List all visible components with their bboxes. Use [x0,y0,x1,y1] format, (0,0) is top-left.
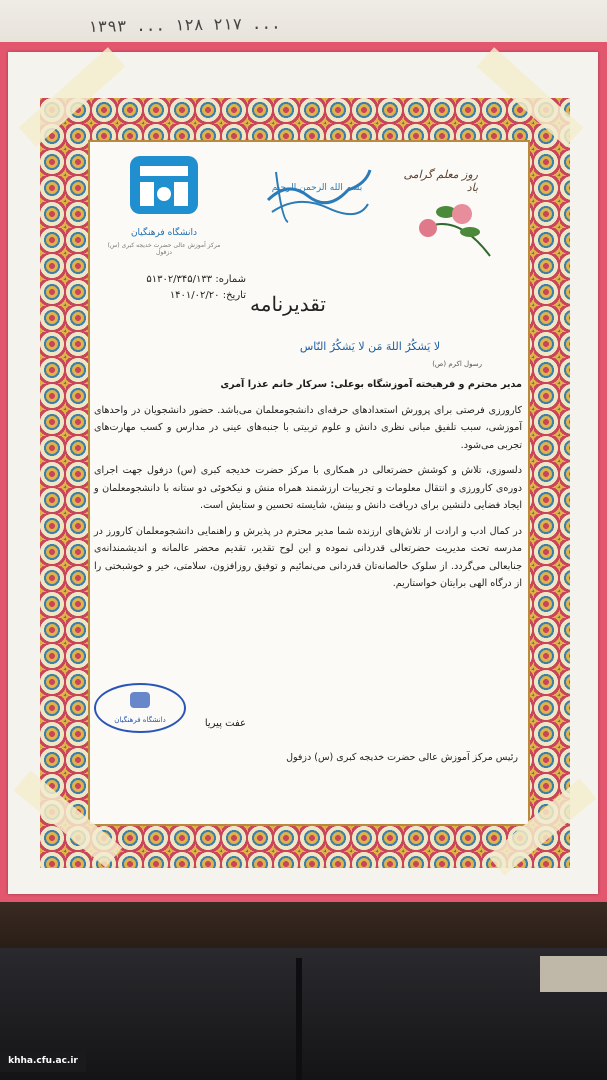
number-label: شماره: [215,274,246,285]
university-subtitle: مرکز آموزش عالی حضرت خدیجه کبری (س) دزفول [107,242,221,256]
chair-seam [296,958,302,1080]
university-logo-icon [118,152,210,232]
paragraph-2: دلسوزی، تلاش و کوشش حضرتعالی در همکاری با مرکز حضرت خدیجه کبری (س) دزفول جهت اجرای دوره‌ی کارورزی و انتقال معلومات و تجربیات ارزشمند همراه منش و نیکخوئی دو ستانه با دانشجومعلمان و ایجاد فضایی دلنشین برای دریافت دانش و بینش، شایسته تحسین و ستایش است. [94,465,522,511]
official-stamp [92,680,188,736]
teacher-day-text: روز معلم گرامی باد [403,168,478,194]
paragraph-3: در کمال ادب و ارادت از تلاش‌های ارزنده شما مدیر محترم در پذیرش و راهنمایی دانشجومعلمان کارورز در مدرسه تحت مدیریت حضرتعالی قدردانی نموده و این لوح تقدیر، تقدیم محضر عالمانه و اندیشمندانه‌ی جنابعالی می‌گردد. از سلوک خالصانه‌تان قدردانی می‌نمائیم و توفیق روزافزون، سلامتی، خیر و خوشبختی را از درگاه الهی برایتان خواستاریم. [94,525,522,589]
stamp-text: دانشگاه فرهنگیان [114,716,166,724]
number-value: ۵۱۳۰۲/۳۴۵/۱۳۳ [146,274,213,285]
background-paper [0,0,607,48]
university-name: دانشگاه فرهنگیان [130,228,198,238]
certificate-title: تقدیرنامه [250,292,326,316]
hadith-source: رسول اکرم (ص) [432,360,482,368]
salutation: مدیر محترم و فرهیخته آموزشگاه بوعلی: سرکار خانم عذرا آمری [220,379,522,390]
hadith-quote: لا یَشکُرُ اللهَ مَن لا یَشکُرُ النّاس [299,340,441,353]
site-watermark: khha.cfu.ac.ir [0,1050,86,1072]
number-row [116,272,246,288]
bismillah-text: بسم الله الرحمن الرحیم [271,183,363,193]
bismillah-calligraphy [258,160,376,230]
floor-tile [540,956,607,992]
certificate-body [94,376,522,601]
paragraph-1: کارورزی فرصتی برای پرورش استعدادهای حرفه‌ای دانشجومعلمان می‌باشد. حضور دانشجویان در واحدهای آموزشی، سبب تلفیق مبانی نظری دانش و علوم تربیتی با جنبه‌های عینی در مدارس و کسب مهارت‌های تجربی می‌شود. [94,404,522,451]
handwritten-note: ۱۳۹۳ ... ۱۲۸ ۲۱۷ ... [87,13,281,36]
signer-name: عفت پیریا [204,718,246,729]
chair [0,948,607,1080]
date-value: ۱۴۰۱/۰۲/۲۰ [169,290,220,301]
date-label: تاریخ: [222,290,246,301]
signer-position: رئیس مرکز آموزش عالی حضرت خدیجه کبری (س) دزفول [286,752,518,763]
